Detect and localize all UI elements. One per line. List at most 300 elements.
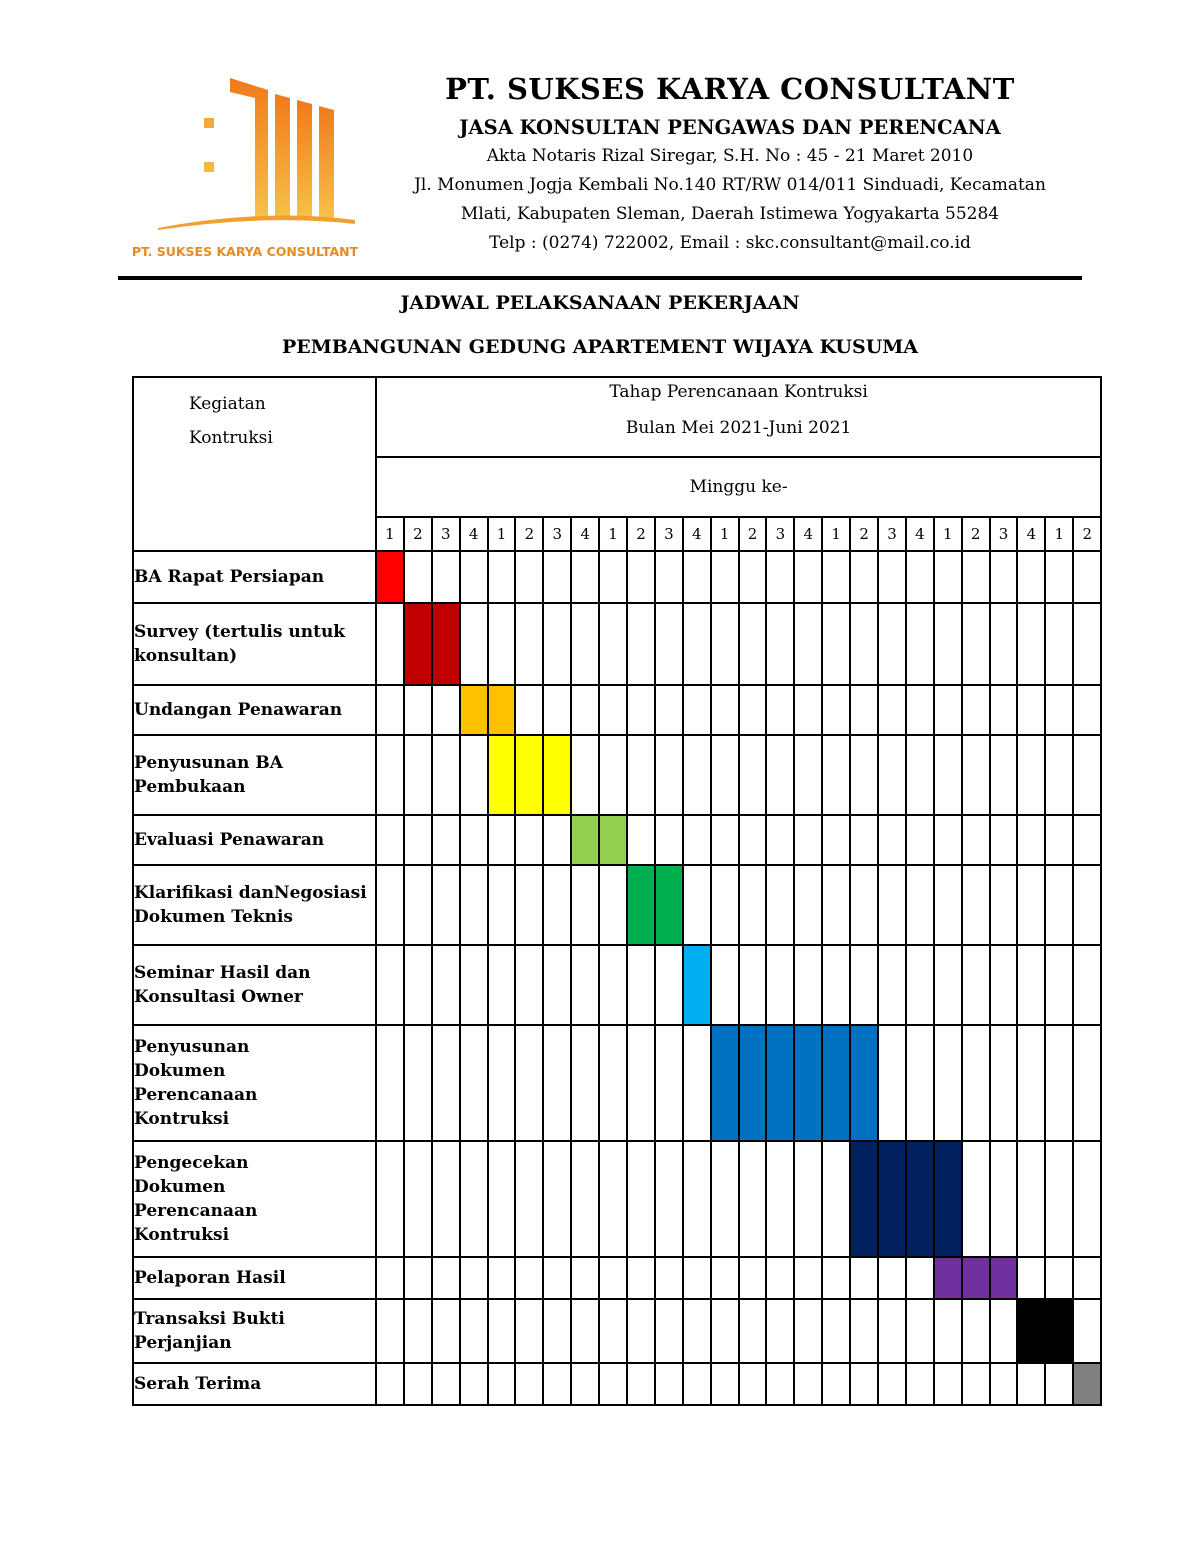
schedule-empty-cell [962,685,990,735]
company-name: PT. SUKSES KARYA CONSULTANT [445,72,1015,106]
schedule-empty-cell [822,603,850,685]
schedule-empty-cell [627,815,655,865]
activity-row [133,603,1101,685]
schedule-empty-cell [599,1025,627,1141]
schedule-empty-cell [850,1363,878,1405]
week-number-19: 3 [878,517,906,551]
schedule-empty-cell [460,551,488,603]
schedule-empty-cell [1017,1363,1045,1405]
schedule-empty-cell [878,1363,906,1405]
schedule-empty-cell [794,945,822,1025]
week-number-7: 3 [543,517,571,551]
schedule-empty-cell [934,815,962,865]
week-number-4: 4 [460,517,488,551]
schedule-empty-cell [460,603,488,685]
schedule-empty-cell [1073,735,1101,815]
schedule-empty-cell [376,1141,404,1257]
schedule-empty-cell [515,865,543,945]
schedule-empty-cell [655,735,683,815]
schedule-empty-cell [571,1363,599,1405]
schedule-empty-cell [934,735,962,815]
schedule-bar-cell [432,603,460,685]
schedule-empty-cell [376,735,404,815]
schedule-empty-cell [766,1141,794,1257]
schedule-empty-cell [488,1257,516,1299]
schedule-empty-cell [850,865,878,945]
schedule-empty-cell [404,815,432,865]
schedule-empty-cell [934,865,962,945]
schedule-empty-cell [488,815,516,865]
week-header [376,457,1101,517]
schedule-empty-cell [711,603,739,685]
schedule-empty-cell [962,735,990,815]
schedule-empty-cell [1017,551,1045,603]
schedule-empty-cell [850,1257,878,1299]
schedule-empty-cell [571,1257,599,1299]
schedule-empty-cell [990,1025,1018,1141]
schedule-empty-cell [571,735,599,815]
schedule-empty-cell [822,945,850,1025]
schedule-empty-cell [794,685,822,735]
schedule-bar-cell [1045,1299,1073,1363]
schedule-empty-cell [599,865,627,945]
schedule-empty-cell [432,945,460,1025]
schedule-empty-cell [627,1141,655,1257]
activity-row [133,815,1101,865]
activity-name: Pelaporan Hasil [133,1257,376,1299]
schedule-empty-cell [1017,945,1045,1025]
activity-name: Penyusunan Dokumen Perencanaan Kontruksi [133,1025,376,1141]
schedule-empty-cell [711,815,739,865]
schedule-empty-cell [1073,1257,1101,1299]
schedule-bar-cell [878,1141,906,1257]
document-title: JADWAL PELAKSANAAN PEKERJAAN [400,292,800,314]
schedule-empty-cell [515,551,543,603]
schedule-empty-cell [878,815,906,865]
schedule-empty-cell [683,1257,711,1299]
schedule-bar-cell [850,1025,878,1141]
schedule-bar-cell [488,685,516,735]
schedule-empty-cell [571,1141,599,1257]
schedule-empty-cell [906,1025,934,1141]
schedule-empty-cell [460,1299,488,1363]
schedule-bar-cell [711,1025,739,1141]
schedule-empty-cell [655,1025,683,1141]
activity-name: Survey (tertulis untuk konsultan) [133,603,376,685]
schedule-empty-cell [962,945,990,1025]
schedule-empty-cell [822,815,850,865]
schedule-empty-cell [460,1025,488,1141]
schedule-bar-cell [739,1025,767,1141]
contact-line: Telp : (0274) 722002, Email : skc.consultant@mail.co.id [489,233,971,253]
logo-caption: PT. SUKSES KARYA CONSULTANT [131,244,359,259]
schedule-empty-cell [794,603,822,685]
schedule-empty-cell [711,1299,739,1363]
schedule-empty-cell [488,1025,516,1141]
schedule-empty-cell [488,1363,516,1405]
schedule-empty-cell [962,865,990,945]
schedule-empty-cell [1073,685,1101,735]
week-number-1: 1 [376,517,404,551]
schedule-empty-cell [766,685,794,735]
week-number-14: 2 [739,517,767,551]
schedule-empty-cell [655,1363,683,1405]
schedule-empty-cell [627,1363,655,1405]
activity-name: Serah Terima [133,1363,376,1405]
schedule-bar-cell [822,1025,850,1141]
schedule-empty-cell [404,685,432,735]
activity-name: Seminar Hasil dan Konsultasi Owner [133,945,376,1025]
schedule-empty-cell [683,1141,711,1257]
schedule-empty-cell [850,551,878,603]
schedule-empty-cell [822,1141,850,1257]
activity-name: Transaksi Bukti Perjanjian [133,1299,376,1363]
schedule-empty-cell [1073,945,1101,1025]
schedule-empty-cell [739,551,767,603]
week-number-15: 3 [766,517,794,551]
schedule-empty-cell [990,685,1018,735]
notary-line: Akta Notaris Rizal Siregar, S.H. No : 45 - 21 Maret 2010 [486,146,974,166]
schedule-empty-cell [432,865,460,945]
schedule-empty-cell [934,603,962,685]
schedule-bar-cell [990,1257,1018,1299]
schedule-empty-cell [543,1141,571,1257]
activity-name: BA Rapat Persiapan [133,551,376,603]
schedule-empty-cell [1017,685,1045,735]
schedule-empty-cell [627,603,655,685]
schedule-empty-cell [1045,1257,1073,1299]
company-logo [150,70,380,270]
schedule-empty-cell [1045,685,1073,735]
schedule-empty-cell [822,685,850,735]
schedule-empty-cell [460,735,488,815]
schedule-empty-cell [599,685,627,735]
schedule-empty-cell [432,735,460,815]
schedule-empty-cell [488,1141,516,1257]
address-line-1: Jl. Monumen Jogja Kembali No.140 RT/RW 014/011 Sinduadi, Kecamatan [414,175,1046,195]
schedule-bar-cell [627,865,655,945]
schedule-bar-cell [1073,1363,1101,1405]
activity-row [133,685,1101,735]
week-number-22: 2 [962,517,990,551]
week-number-5: 1 [488,517,516,551]
schedule-empty-cell [683,603,711,685]
schedule-empty-cell [906,1257,934,1299]
activity-name: Undangan Penawaran [133,685,376,735]
schedule-empty-cell [990,1141,1018,1257]
schedule-empty-cell [1017,603,1045,685]
schedule-empty-cell [962,1025,990,1141]
schedule-empty-cell [1045,1363,1073,1405]
schedule-empty-cell [543,865,571,945]
company-tagline: JASA KONSULTAN PENGAWAS DAN PERENCANA [459,116,1001,139]
schedule-empty-cell [822,1363,850,1405]
week-number-24: 4 [1017,517,1045,551]
schedule-empty-cell [376,1257,404,1299]
schedule-empty-cell [878,551,906,603]
schedule-empty-cell [822,735,850,815]
schedule-empty-cell [739,685,767,735]
schedule-empty-cell [627,685,655,735]
schedule-empty-cell [766,1299,794,1363]
schedule-empty-cell [934,1299,962,1363]
schedule-empty-cell [962,1141,990,1257]
schedule-empty-cell [404,1025,432,1141]
schedule-empty-cell [515,1025,543,1141]
schedule-empty-cell [404,865,432,945]
schedule-empty-cell [711,735,739,815]
schedule-empty-cell [794,865,822,945]
schedule-bar-cell [683,945,711,1025]
schedule-empty-cell [627,1257,655,1299]
schedule-empty-cell [711,1363,739,1405]
schedule-empty-cell [683,735,711,815]
schedule-empty-cell [543,815,571,865]
schedule-empty-cell [766,865,794,945]
schedule-empty-cell [822,551,850,603]
schedule-empty-cell [627,551,655,603]
schedule-empty-cell [934,1025,962,1141]
schedule-empty-cell [655,1257,683,1299]
schedule-empty-cell [404,1363,432,1405]
schedule-bar-cell [934,1257,962,1299]
schedule-empty-cell [878,1257,906,1299]
schedule-empty-cell [376,1025,404,1141]
week-number-13: 1 [711,517,739,551]
activity-row [133,551,1101,603]
schedule-empty-cell [543,1363,571,1405]
schedule-empty-cell [990,1363,1018,1405]
schedule-empty-cell [794,735,822,815]
schedule-empty-cell [543,945,571,1025]
schedule-empty-cell [878,685,906,735]
schedule-bar-cell [460,685,488,735]
schedule-empty-cell [990,603,1018,685]
activity-row [133,1025,1101,1141]
schedule-empty-cell [599,1257,627,1299]
schedule-empty-cell [1045,1025,1073,1141]
schedule-empty-cell [1073,551,1101,603]
schedule-empty-cell [599,551,627,603]
schedule-empty-cell [655,1299,683,1363]
schedule-empty-cell [571,1025,599,1141]
schedule-empty-cell [711,551,739,603]
schedule-bar-cell [599,815,627,865]
schedule-bar-cell [543,735,571,815]
schedule-empty-cell [962,603,990,685]
week-number-18: 2 [850,517,878,551]
schedule-empty-cell [1045,735,1073,815]
schedule-empty-cell [822,1299,850,1363]
schedule-empty-cell [711,685,739,735]
schedule-empty-cell [794,815,822,865]
schedule-empty-cell [683,1025,711,1141]
schedule-empty-cell [850,1299,878,1363]
schedule-empty-cell [571,945,599,1025]
schedule-empty-cell [739,1257,767,1299]
schedule-empty-cell [515,685,543,735]
schedule-empty-cell [878,1299,906,1363]
column-label-kegiatan: Kegiatan [189,394,266,414]
schedule-empty-cell [404,945,432,1025]
schedule-empty-cell [766,1257,794,1299]
schedule-empty-cell [376,603,404,685]
schedule-empty-cell [739,603,767,685]
schedule-empty-cell [404,735,432,815]
schedule-empty-cell [432,1025,460,1141]
schedule-empty-cell [906,1299,934,1363]
schedule-empty-cell [571,603,599,685]
stage-header [376,377,1101,457]
schedule-empty-cell [962,551,990,603]
schedule-empty-cell [990,815,1018,865]
schedule-empty-cell [655,685,683,735]
schedule-empty-cell [599,603,627,685]
activity-name: Evaluasi Penawaran [133,815,376,865]
schedule-empty-cell [543,685,571,735]
schedule-bar-cell [515,735,543,815]
schedule-bar-cell [766,1025,794,1141]
week-number-20: 4 [906,517,934,551]
schedule-empty-cell [1073,1299,1101,1363]
schedule-empty-cell [1017,815,1045,865]
schedule-bar-cell [934,1141,962,1257]
schedule-empty-cell [599,1299,627,1363]
schedule-empty-cell [432,685,460,735]
schedule-empty-cell [683,865,711,945]
schedule-empty-cell [1017,865,1045,945]
schedule-empty-cell [655,1141,683,1257]
schedule-empty-cell [376,1363,404,1405]
schedule-empty-cell [432,551,460,603]
schedule-empty-cell [1045,603,1073,685]
schedule-empty-cell [683,685,711,735]
schedule-empty-cell [404,1141,432,1257]
schedule-empty-cell [906,865,934,945]
schedule-empty-cell [766,815,794,865]
schedule-empty-cell [766,945,794,1025]
schedule-empty-cell [794,1141,822,1257]
activity-row [133,1141,1101,1257]
schedule-empty-cell [599,945,627,1025]
schedule-empty-cell [376,865,404,945]
schedule-empty-cell [794,1257,822,1299]
schedule-empty-cell [515,1363,543,1405]
schedule-table [132,376,1102,1406]
schedule-empty-cell [962,815,990,865]
schedule-empty-cell [850,603,878,685]
schedule-empty-cell [627,735,655,815]
schedule-empty-cell [739,865,767,945]
schedule-empty-cell [878,865,906,945]
schedule-empty-cell [739,735,767,815]
schedule-empty-cell [599,1363,627,1405]
schedule-bar-cell [962,1257,990,1299]
schedule-empty-cell [543,1025,571,1141]
activity-name: Klarifikasi danNegosiasi Dokumen Teknis [133,865,376,945]
schedule-empty-cell [739,815,767,865]
schedule-empty-cell [906,685,934,735]
schedule-empty-cell [1045,945,1073,1025]
address-line-2: Mlati, Kabupaten Sleman, Daerah Istimewa Yogyakarta 55284 [460,204,1000,224]
week-number-10: 2 [627,517,655,551]
schedule-empty-cell [488,945,516,1025]
schedule-empty-cell [599,1141,627,1257]
schedule-empty-cell [460,1363,488,1405]
header-divider [118,276,1082,280]
schedule-empty-cell [488,865,516,945]
week-number-3: 3 [432,517,460,551]
schedule-empty-cell [515,815,543,865]
schedule-empty-cell [488,603,516,685]
week-number-16: 4 [794,517,822,551]
schedule-empty-cell [432,815,460,865]
week-number-6: 2 [515,517,543,551]
week-number-11: 3 [655,517,683,551]
schedule-empty-cell [850,735,878,815]
schedule-empty-cell [488,1299,516,1363]
schedule-empty-cell [432,1363,460,1405]
schedule-bar-cell [404,603,432,685]
schedule-empty-cell [878,603,906,685]
schedule-empty-cell [822,1257,850,1299]
schedule-empty-cell [655,815,683,865]
activity-row [133,945,1101,1025]
schedule-empty-cell [404,1257,432,1299]
document-subtitle: PEMBANGUNAN GEDUNG APARTEMENT WIJAYA KUSUMA [281,336,919,358]
schedule-empty-cell [599,735,627,815]
schedule-empty-cell [1017,735,1045,815]
schedule-empty-cell [543,603,571,685]
schedule-empty-cell [962,1363,990,1405]
schedule-empty-cell [515,603,543,685]
schedule-empty-cell [571,551,599,603]
activity-name: Pengecekan Dokumen Perencanaan Kontruksi [133,1141,376,1257]
schedule-empty-cell [432,1141,460,1257]
schedule-bar-cell [488,735,516,815]
schedule-bar-cell [571,815,599,865]
schedule-empty-cell [460,945,488,1025]
schedule-empty-cell [878,1025,906,1141]
schedule-empty-cell [515,945,543,1025]
schedule-empty-cell [739,945,767,1025]
schedule-bar-cell [906,1141,934,1257]
schedule-empty-cell [683,551,711,603]
schedule-bar-cell [376,551,404,603]
stage-label: Tahap Perencanaan Kontruksi [609,382,868,402]
schedule-empty-cell [906,815,934,865]
schedule-empty-cell [460,865,488,945]
schedule-empty-cell [906,551,934,603]
week-number-21: 1 [934,517,962,551]
schedule-empty-cell [906,603,934,685]
schedule-empty-cell [906,735,934,815]
schedule-empty-cell [850,815,878,865]
schedule-empty-cell [627,1025,655,1141]
schedule-empty-cell [766,735,794,815]
schedule-empty-cell [627,1299,655,1363]
schedule-empty-cell [739,1363,767,1405]
schedule-empty-cell [571,865,599,945]
schedule-empty-cell [404,551,432,603]
schedule-empty-cell [1045,815,1073,865]
week-number-23: 3 [990,517,1018,551]
schedule-empty-cell [711,1257,739,1299]
week-number-25: 1 [1045,517,1073,551]
schedule-empty-cell [850,945,878,1025]
activity-row [133,1363,1101,1405]
schedule-empty-cell [1017,1025,1045,1141]
